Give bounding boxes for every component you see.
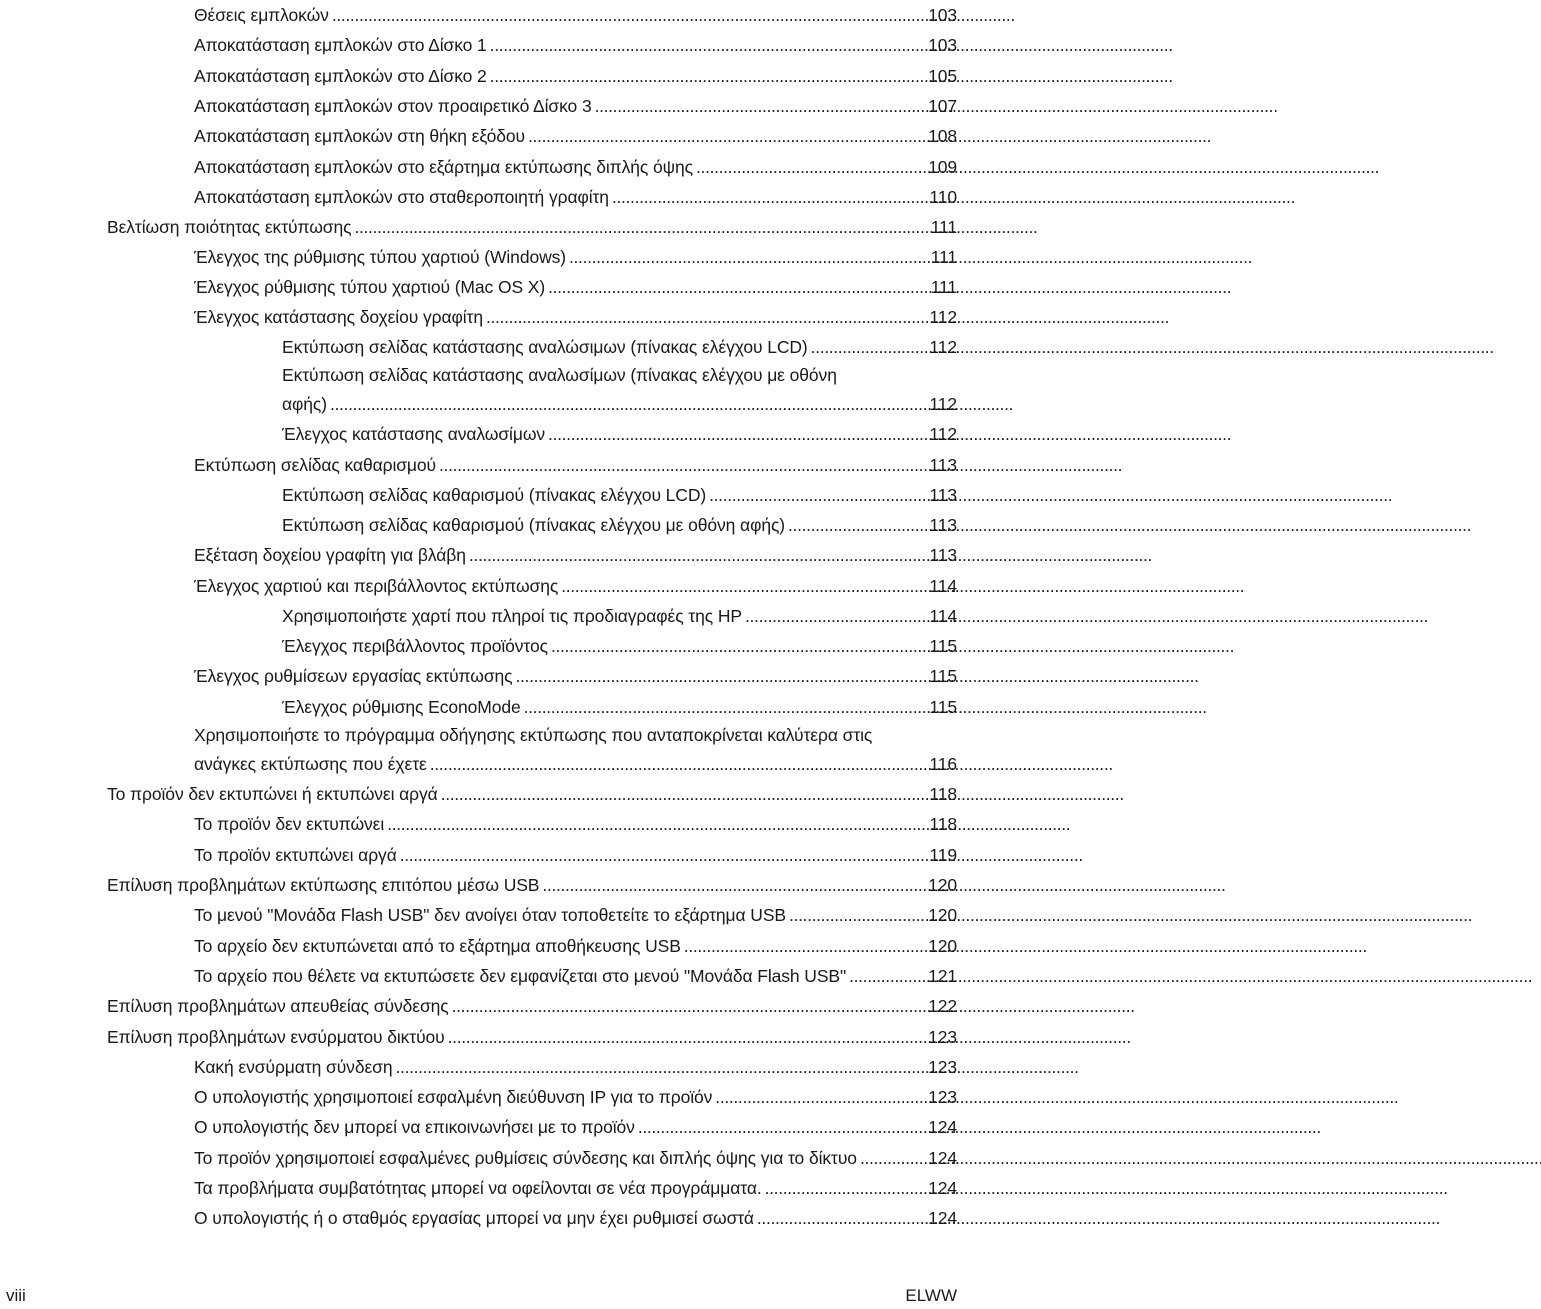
toc-entry-page-number: 124 [928, 1208, 957, 1228]
dot-leader [332, 0, 920, 30]
toc-entry[interactable] [107, 212, 957, 242]
toc-entry[interactable] [194, 242, 957, 272]
dot-leader [715, 1082, 920, 1112]
toc-entry[interactable] [194, 121, 957, 151]
toc-entry-title: ανάγκες εκτύπωσης που έχετε [194, 754, 427, 774]
toc-entry-title: Έλεγχος ρύθμισης EconoMode [282, 697, 521, 717]
toc-entry-title: Ο υπολογιστής χρησιμοποιεί εσφαλμένη διεύθυνση IP για το προϊόν [194, 1087, 713, 1107]
toc-entry-title: Αποκατάσταση εμπλοκών στο Δίσκο 1 [194, 35, 487, 55]
toc-entry-title: Αποκατάσταση εμπλοκών στο σταθεροποιητή γραφίτη [194, 187, 609, 207]
toc-entry-title: Το προϊόν χρησιμοποιεί εσφαλμένες ρυθμίσεις σύνδεσης και διπλής όψης για το δίκτυο [194, 1148, 857, 1168]
toc-entry-title: Το προϊόν δεν εκτυπώνει [194, 814, 385, 834]
toc-entry-page-number: 108 [928, 126, 957, 146]
toc-entry-title: Έλεγχος της ρύθμισης τύπου χαρτιού (Windows) [194, 247, 566, 267]
dot-leader [551, 631, 920, 661]
toc-entry-page-number: 115 [929, 697, 957, 717]
dot-leader [516, 661, 921, 691]
toc-entry[interactable] [194, 152, 957, 182]
toc-entry-title: Το αρχείο δεν εκτυπώνεται από το εξάρτημα αποθήκευσης USB [194, 936, 681, 956]
toc-entry-title: Έλεγχος ρυθμίσεων εργασίας εκτύπωσης [194, 666, 513, 686]
toc-entry-title: Έλεγχος ρύθμισης τύπου χαρτιού (Mac OS X) [194, 277, 546, 297]
toc-entry[interactable] [194, 931, 957, 961]
toc-entry[interactable] [282, 332, 957, 362]
dot-leader [765, 1173, 920, 1203]
toc-entry-page-number: 113 [929, 515, 957, 535]
toc-entry-page-number: 123 [928, 1027, 957, 1047]
toc-entry[interactable] [282, 419, 957, 449]
toc-entry[interactable] [194, 182, 957, 212]
dot-leader [789, 900, 920, 930]
dot-leader [486, 302, 920, 332]
toc-entry-title: Θέσεις εμπλοκών [194, 5, 329, 25]
toc-entry-page-number: 103 [928, 35, 957, 55]
toc-entry-title: αφής) [282, 394, 327, 414]
toc-entry-page-number: 118 [929, 814, 957, 834]
toc-entry-page-number: 112 [929, 424, 957, 444]
toc-entry-title: Έλεγχος κατάστασης αναλωσίμων [282, 424, 546, 444]
toc-entry-page-number: 107 [928, 96, 957, 116]
dot-leader [569, 242, 920, 272]
toc-entry-page-number: 124 [928, 1178, 957, 1198]
toc-entry[interactable] [194, 571, 957, 601]
toc-entry[interactable] [194, 961, 957, 991]
toc-entry-page-number: 113 [929, 545, 957, 565]
toc-entry[interactable] [194, 721, 957, 779]
toc-entry[interactable] [194, 302, 957, 332]
toc-entry-page-number: 124 [928, 1117, 957, 1137]
toc-entry[interactable] [194, 30, 957, 60]
toc-entry-title: Έλεγχος κατάστασης δοχείου γραφίτη [194, 307, 483, 327]
toc-entry-page-number: 112 [929, 337, 957, 357]
dot-leader [400, 840, 920, 870]
dot-leader [528, 121, 920, 151]
toc-entry-title: Ο υπολογιστής δεν μπορεί να επικοινωνήσει με το προϊόν [194, 1117, 635, 1137]
dot-leader [638, 1112, 920, 1142]
toc-entry[interactable] [194, 91, 957, 121]
dot-leader [860, 1143, 920, 1173]
toc-entry[interactable] [194, 1173, 957, 1203]
toc-entry[interactable] [107, 870, 957, 900]
toc-entry-title-line1: Εκτύπωση σελίδας κατάστασης αναλωσίμων (πίνακας ελέγχου με οθόνη [282, 365, 837, 385]
dot-leader [548, 272, 920, 302]
toc-entry-page-number: 112 [929, 307, 957, 327]
toc-entry[interactable] [282, 631, 957, 661]
toc-entry-title: Επίλυση προβλημάτων εκτύπωσης επιτόπου μέσω USB [107, 875, 540, 895]
toc-entry[interactable] [194, 661, 957, 691]
dot-leader [849, 961, 920, 991]
toc-entry-title: Βελτίωση ποιότητας εκτύπωσης [107, 217, 352, 237]
dot-leader [452, 991, 920, 1021]
toc-entry-title: Αποκατάσταση εμπλοκών στο εξάρτημα εκτύπωσης διπλής όψης [194, 157, 694, 177]
toc-entry[interactable] [194, 840, 957, 870]
dot-leader [354, 212, 920, 242]
toc-entry-page-number: 113 [929, 485, 957, 505]
toc-entry-title: Χρησιμοποιήστε χαρτί που πληροί τις προδιαγραφές της HP [282, 606, 742, 626]
dot-leader [469, 540, 920, 570]
toc-entry-title: Αποκατάσταση εμπλοκών στο Δίσκο 2 [194, 66, 487, 86]
toc-entry[interactable] [194, 0, 957, 30]
toc-entry-title: Έλεγχος χαρτιού και περιβάλλοντος εκτύπωσης [194, 576, 559, 596]
toc-entry[interactable] [194, 1112, 957, 1142]
toc-entry-page-number: 118 [929, 784, 957, 804]
dot-leader [430, 749, 920, 779]
toc-entry-title: Το μενού "Μονάδα Flash USB" δεν ανοίγει όταν τοποθετείτε το εξάρτημα USB [194, 905, 786, 925]
dot-leader [811, 332, 920, 362]
toc-entry-page-number: 111 [930, 217, 957, 237]
dot-leader [709, 480, 920, 510]
toc-entry[interactable] [282, 601, 957, 631]
toc-entry-page-number: 111 [930, 277, 957, 297]
dot-leader [696, 152, 920, 182]
toc-entry[interactable] [194, 450, 957, 480]
toc-entry-title: Κακή ενσύρματη σύνδεση [194, 1057, 393, 1077]
dot-leader [548, 419, 920, 449]
toc-entry-title: Το προϊόν εκτυπώνει αργά [194, 845, 397, 865]
dot-leader [490, 30, 920, 60]
dot-leader [757, 1203, 920, 1233]
dot-leader [524, 692, 920, 722]
toc-entry-page-number: 110 [929, 187, 957, 207]
toc-entry[interactable] [107, 779, 957, 809]
toc-entry[interactable] [282, 361, 957, 419]
toc-entry-title: Εκτύπωση σελίδας καθαρισμού [194, 455, 437, 475]
toc-entry-page-number: 123 [928, 1057, 957, 1077]
toc-entry-page-number: 123 [928, 1087, 957, 1107]
toc-entry[interactable] [194, 1052, 957, 1082]
dot-leader [387, 809, 920, 839]
toc-entry-title: Αποκατάσταση εμπλοκών στον προαιρετικό Δίσκο 3 [194, 96, 592, 116]
toc-entry-title: Αποκατάσταση εμπλοκών στη θήκη εξόδου [194, 126, 525, 146]
toc-entry-title: Εξέταση δοχείου γραφίτη για βλάβη [194, 545, 466, 565]
dot-leader [745, 601, 920, 631]
toc-entry[interactable] [194, 61, 957, 91]
toc-entry-title: Εκτύπωση σελίδας καθαρισμού (πίνακας ελέγχου με οθόνη αφής) [282, 515, 786, 535]
toc-entry-title: Επίλυση προβλημάτων απευθείας σύνδεσης [107, 996, 449, 1016]
toc-entry-page-number: 112 [929, 394, 957, 414]
toc-entry-page-number: 113 [929, 455, 957, 475]
dot-leader [561, 571, 920, 601]
toc-entry-page-number: 109 [928, 157, 957, 177]
toc-entry[interactable] [194, 272, 957, 302]
footer-document-code: ELWW [905, 1286, 957, 1305]
dot-leader [788, 510, 920, 540]
toc-entry-page-number: 120 [928, 905, 957, 925]
toc-entry[interactable] [194, 1143, 957, 1173]
toc-entry[interactable] [194, 540, 957, 570]
toc-entry[interactable] [282, 510, 957, 540]
toc-entry[interactable] [194, 809, 957, 839]
toc-entry-page-number: 119 [929, 845, 957, 865]
footer-page-number: viii [6, 1286, 26, 1305]
toc-entry-title: Εκτύπωση σελίδας κατάστασης αναλώσιμων (πίνακας ελέγχου LCD) [282, 337, 808, 357]
toc-entry-page-number: 120 [928, 936, 957, 956]
dot-leader [448, 1022, 920, 1052]
toc-entry[interactable] [194, 1082, 957, 1112]
toc-entry-title: Ο υπολογιστής ή ο σταθμός εργασίας μπορεί να μην έχει ρυθμισεί σωστά [194, 1208, 754, 1228]
toc-entry-page-number: 111 [930, 247, 957, 267]
toc-entry-page-number: 124 [928, 1148, 957, 1168]
toc-entry-page-number: 103 [928, 5, 957, 25]
dot-leader [441, 779, 920, 809]
toc-entry[interactable] [282, 480, 957, 510]
toc-entry[interactable] [194, 1203, 957, 1233]
toc-entry-page-number: 105 [928, 66, 957, 86]
toc-entry-title: Τα προβλήματα συμβατότητας μπορεί να οφείλονται σε νέα προγράμματα. [194, 1178, 762, 1198]
toc-entry-title-line1: Χρησιμοποιήστε το πρόγραμμα οδήγησης εκτύπωσης που ανταποκρίνεται καλύτερα στις [194, 725, 873, 745]
toc-entry-title: Το προϊόν δεν εκτυπώνει ή εκτυπώνει αργά [107, 784, 438, 804]
toc-entry[interactable] [107, 991, 957, 1021]
dot-leader [330, 389, 920, 419]
dot-leader [684, 931, 920, 961]
toc-entry-page-number: 114 [929, 606, 957, 626]
toc-entry-title: Το αρχείο που θέλετε να εκτυπώσετε δεν εμφανίζεται στο μενού "Μονάδα Flash USB" [194, 966, 847, 986]
toc-entry[interactable] [194, 900, 957, 930]
dot-leader [490, 61, 920, 91]
toc-entry-title: Επίλυση προβλημάτων ενσύρματου δικτύου [107, 1027, 445, 1047]
toc-entry-title: Εκτύπωση σελίδας καθαρισμού (πίνακας ελέγχου LCD) [282, 485, 707, 505]
toc-entry[interactable] [107, 1022, 957, 1052]
toc-entry-page-number: 115 [929, 666, 957, 686]
toc-entry-page-number: 120 [928, 875, 957, 895]
toc-entry-page-number: 121 [928, 966, 957, 986]
dot-leader [612, 182, 920, 212]
toc-entry-title: Έλεγχος περιβάλλοντος προϊόντος [282, 636, 548, 656]
dot-leader [595, 91, 920, 121]
dot-leader [396, 1052, 920, 1082]
dot-leader [439, 450, 920, 480]
toc-entry-page-number: 115 [929, 636, 957, 656]
toc-entry-page-number: 116 [929, 754, 957, 774]
toc-entry-page-number: 122 [928, 996, 957, 1016]
toc-entry[interactable] [282, 692, 957, 722]
dot-leader [542, 870, 920, 900]
toc-entry-page-number: 114 [929, 576, 957, 596]
